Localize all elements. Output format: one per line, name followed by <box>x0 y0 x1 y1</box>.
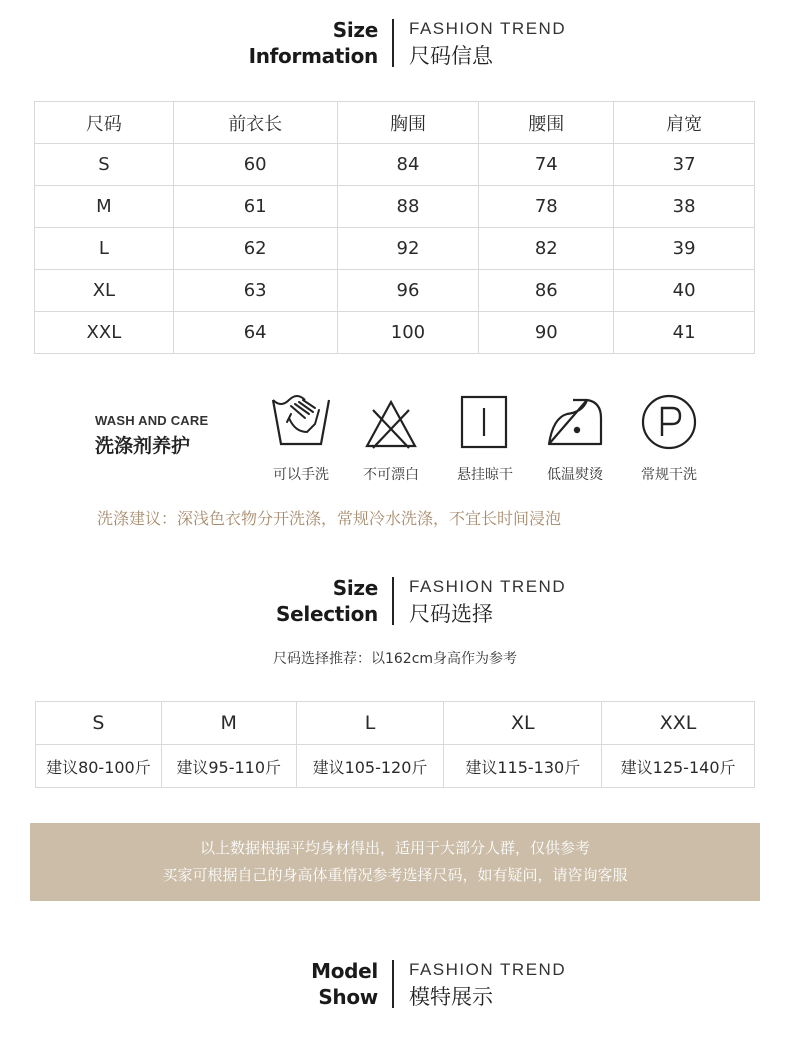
dry-clean-icon <box>637 392 701 456</box>
table-cell: 90 <box>479 312 614 354</box>
weight-cell: 建议115-130斤 <box>444 745 602 788</box>
divider <box>392 960 394 1008</box>
title-en-line2: Selection <box>276 602 378 626</box>
care-item-hand-wash <box>256 392 346 483</box>
table-row <box>35 144 755 186</box>
table-cell: XXL <box>35 312 174 354</box>
header-cell: 肩宽 <box>614 102 755 144</box>
wash-care-title <box>95 413 208 458</box>
size-information-header <box>0 17 790 73</box>
table-cell: 41 <box>614 312 755 354</box>
table-cell: 61 <box>173 186 337 228</box>
table-cell: 60 <box>173 144 337 186</box>
size-cell: XXL <box>602 702 755 745</box>
care-item-no-bleach <box>346 392 436 483</box>
table-cell: 40 <box>614 270 755 312</box>
size-cell: S <box>36 702 162 745</box>
size-cell: L <box>296 702 444 745</box>
care-label: 不可漂白 <box>363 467 419 483</box>
table-cell: 63 <box>173 270 337 312</box>
table-cell: 62 <box>173 228 337 270</box>
header-cell: 前衣长 <box>173 102 337 144</box>
weight-cell: 建议105-120斤 <box>296 745 444 788</box>
low-iron-icon <box>543 392 607 456</box>
table-row <box>35 312 755 354</box>
fashion-trend-tag: FASHION TREND <box>409 19 567 38</box>
title-en-line1: Size <box>332 18 378 42</box>
section-title-en <box>276 575 378 627</box>
fashion-trend-tag: FASHION TREND <box>409 960 567 979</box>
wash-care-title-en: WASH AND CARE <box>95 413 209 428</box>
table-cell: 78 <box>479 186 614 228</box>
table-cell: 38 <box>614 186 755 228</box>
care-label: 悬挂晾干 <box>457 467 513 483</box>
table-cell: 74 <box>479 144 614 186</box>
section-title-en <box>249 17 378 69</box>
size-table <box>34 101 755 354</box>
table-row <box>35 186 755 228</box>
table-cell: 39 <box>614 228 755 270</box>
section-title-cn: 尺码信息 <box>409 44 493 68</box>
section-title-en <box>311 958 378 1010</box>
header-cell: 尺码 <box>35 102 174 144</box>
table-row <box>35 270 755 312</box>
note-line-2: 买家可根据自己的身高体重情况参考选择尺码，如有疑问，请咨询客服 <box>162 866 628 884</box>
size-row <box>36 702 755 745</box>
wash-care-title-cn: 洗涤剂养护 <box>95 435 191 457</box>
table-cell: XL <box>35 270 174 312</box>
care-label: 可以手洗 <box>273 467 329 483</box>
weight-cell: 建议125-140斤 <box>602 745 755 788</box>
table-cell: 82 <box>479 228 614 270</box>
header-cell: 腰围 <box>479 102 614 144</box>
size-recommend-note: 尺码选择推荐：以162cm身高作为参考 <box>272 651 518 667</box>
model-show-header <box>0 958 790 1014</box>
section-title-cn: 模特展示 <box>409 985 493 1009</box>
table-cell: 96 <box>337 270 479 312</box>
title-en-line1: Model <box>311 959 378 983</box>
title-en-line2: Information <box>248 44 378 68</box>
hang-dry-icon <box>453 392 517 456</box>
note-line-1: 以上数据根据平均身材得出，适用于大部分人群，仅供参考 <box>199 839 590 857</box>
weight-cell: 建议80-100斤 <box>36 745 162 788</box>
size-selection-table <box>35 701 755 788</box>
size-selection-header <box>0 575 790 631</box>
reference-note-box <box>30 823 760 901</box>
care-item-hang-dry <box>440 392 530 483</box>
care-label: 低温熨烫 <box>547 467 603 483</box>
wash-advice: 洗涤建议：深浅色衣物分开洗涤，常规冷水洗涤，不宜长时间浸泡 <box>97 509 562 528</box>
table-row <box>35 228 755 270</box>
table-cell: 84 <box>337 144 479 186</box>
weight-row <box>36 745 755 788</box>
table-cell: 100 <box>337 312 479 354</box>
table-cell: S <box>35 144 174 186</box>
care-item-dry-clean <box>624 392 714 483</box>
hand-wash-icon <box>269 392 333 456</box>
table-cell: L <box>35 228 174 270</box>
table-header-row <box>35 102 755 144</box>
header-cell: 胸围 <box>337 102 479 144</box>
table-cell: 92 <box>337 228 479 270</box>
table-cell: 37 <box>614 144 755 186</box>
size-cell: M <box>161 702 296 745</box>
table-cell: 88 <box>337 186 479 228</box>
care-item-low-iron <box>530 392 620 483</box>
title-en-line2: Show <box>318 985 378 1009</box>
size-cell: XL <box>444 702 602 745</box>
weight-cell: 建议95-110斤 <box>161 745 296 788</box>
fashion-trend-tag: FASHION TREND <box>409 577 567 596</box>
no-bleach-icon <box>359 392 423 456</box>
table-cell: 86 <box>479 270 614 312</box>
title-en-line1: Size <box>332 576 378 600</box>
table-cell: 64 <box>173 312 337 354</box>
divider <box>392 19 394 67</box>
section-title-cn: 尺码选择 <box>409 602 493 626</box>
care-label: 常规干洗 <box>641 467 697 483</box>
table-cell: M <box>35 186 174 228</box>
divider <box>392 577 394 625</box>
